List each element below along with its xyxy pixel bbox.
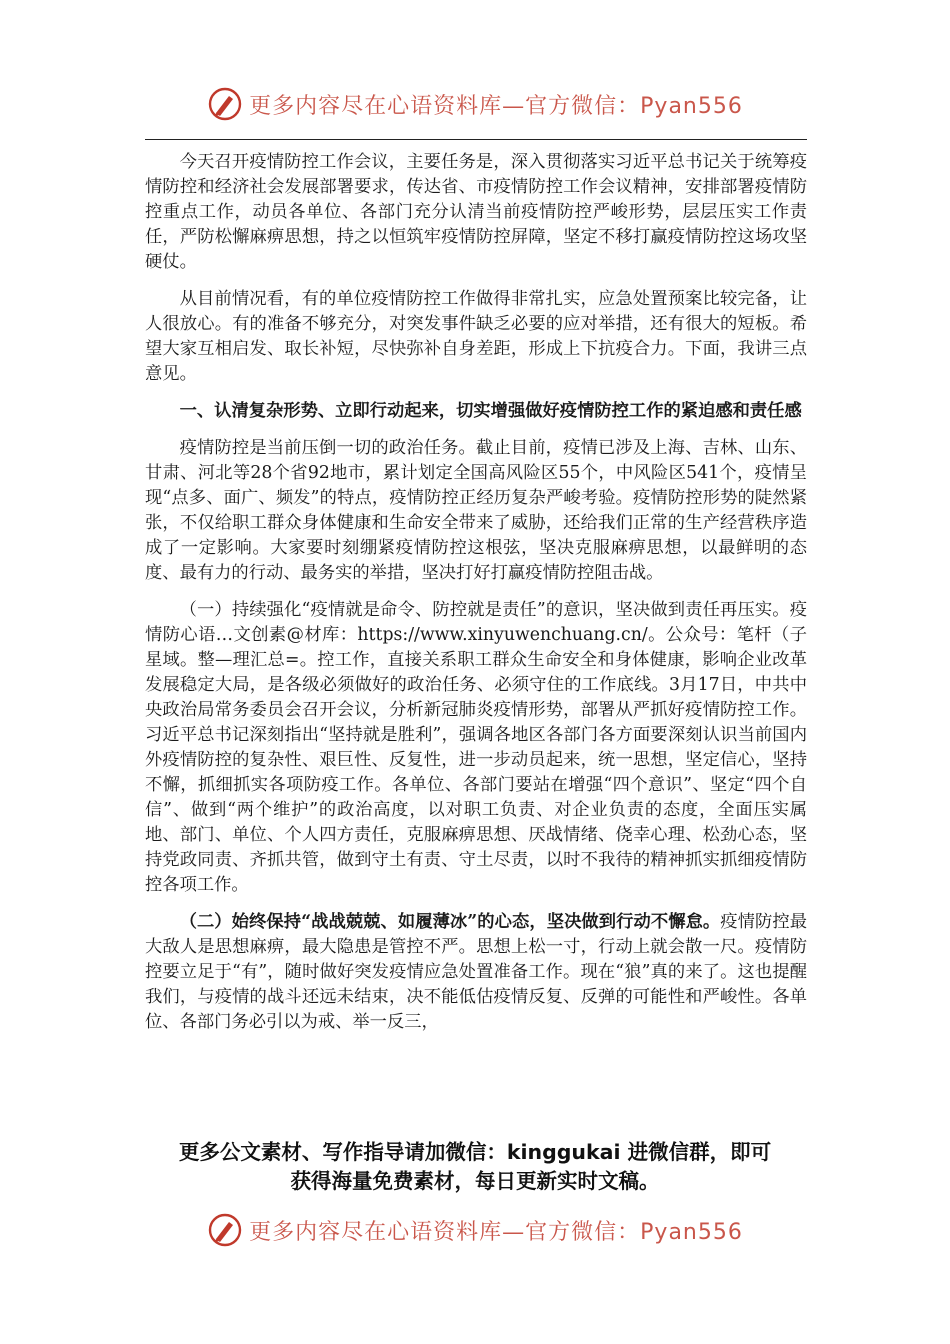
watermark-text: 更多内容尽在心语资料库—官方微信：Pyan556 xyxy=(249,1219,743,1245)
paragraph-point-1: （一）持续强化“疫情就是命令、防控就是责任”的意识，坚决做到责任再压实。疫情防心语…文创素@材库：https://www.xinyuwenchuang.cn/。公众号：笔杆（子星域。整—理汇总=。控工作，直接关系职工群众生命安全和身体健康，影响企业改革发展稳定大局，是各级必须做好的政治任务、必须守住的工作底线。3月17日，中共中央政治局常务委员会召开会议，分析新冠肺炎疫情形势，部署从严抓好疫情防控工作。习近平总书记深刻指出“坚持就是胜利”，强调各地区各部门各方面要深刻认识当前国内外疫情防控的复杂性、艰巨性、反复性，进一步动员起来，统一思想，坚定信心，坚持不懈，抓细抓实各项防疫工作。各单位、各部门要站在增强“四个意识”、坚定“四个自信”、做到“两个维护”的政治高度，以对职工负责、对企业负责的态度，全面压实属地、部门、单位、个人四方责任，克服麻痹思想、厌战情绪、侥幸心理、松劲心态，坚持党政同责、齐抓共管，做到守土有责、守土尽责，以时不我待的精神抓实抓细疫情防控各项工作。 xyxy=(145,600,807,895)
pen-logo-icon xyxy=(207,1212,243,1248)
pen-logo-icon xyxy=(207,86,243,122)
watermark-handle: Pyan556 xyxy=(640,1219,743,1245)
document-body xyxy=(145,150,807,1035)
paragraph-task: 疫情防控是当前压倒一切的政治任务。截止目前，疫情已涉及上海、吉林、山东、甘肃、河北等28个省92地市，累计划定全国高风险区55个，中风险区541个，疫情呈现“点多、面广、频发”的特点，疫情防控正经历复杂严峻考验。疫情防控形势的陡然紧张，不仅给职工群众身体健康和生命安全带来了威胁，还给我们正常的生产经营秩序造成了一定影响。大家要时刻绷紧疫情防控这根弦，坚决克服麻痹思想，以最鲜明的态度、最有力的行动、最务实的举措，坚决打好打赢疫情防控阻击战。 xyxy=(145,438,807,583)
point-2-heading: （二）始终保持“战战兢兢、如履薄冰”的心态，坚决做到行动不懈怠。 xyxy=(179,912,721,932)
paragraph-situation: 从目前情况看，有的单位疫情防控工作做得非常扎实，应急处置预案比较完备，让人很放心。有的准备不够充分，对突发事件缺乏必要的应对举措，还有很大的短板。希望大家互相启发、取长补短，尽快弥补自身差距，形成上下抗疫合力。下面，我讲三点意见。 xyxy=(145,289,807,384)
header-rule xyxy=(145,139,807,140)
promo-line-2: 获得海量免费素材，每日更新实时文稿。 xyxy=(290,1169,660,1193)
promo-notice xyxy=(0,1138,950,1196)
promo-line-1: 更多公文素材、写作指导请加微信：kinggukai 进微信群，即可 xyxy=(178,1140,772,1164)
header-watermark xyxy=(0,82,950,126)
paragraph-intro: 今天召开疫情防控工作会议，主要任务是，深入贯彻落实习近平总书记关于统筹疫情防控和经济社会发展部署要求，传达省、市疫情防控工作会议精神，安排部署疫情防控重点工作，动员各单位、各部门充分认清当前疫情防控严峻形势，层层压实工作责任，严防松懈麻痹思想，持之以恒筑牢疫情防控屏障，坚定不移打赢疫情防控这场攻坚硬仗。 xyxy=(145,152,807,272)
footer-watermark xyxy=(0,1208,950,1252)
watermark-handle: Pyan556 xyxy=(640,93,743,119)
watermark-text: 更多内容尽在心语资料库—官方微信：Pyan556 xyxy=(249,93,743,119)
point-2-text: 疫情防控最大敌人是思想麻痹，最大隐患是管控不严。思想上松一寸，行动上就会散一尺。疫情防控要立足于“有”，随时做好突发疫情应急处置准备工作。现在“狼”真的来了。这也提醒我们，与疫情的战斗还远未结束，决不能低估疫情反复、反弹的可能性和严峻性。各单位、各部门务必引以为戒、举一反三， xyxy=(145,912,807,1032)
section-heading-1: 一、认清复杂形势、立即行动起来，切实增强做好疫情防控工作的紧迫感和责任感 xyxy=(179,401,802,421)
paragraph-point-2 xyxy=(145,910,807,1035)
